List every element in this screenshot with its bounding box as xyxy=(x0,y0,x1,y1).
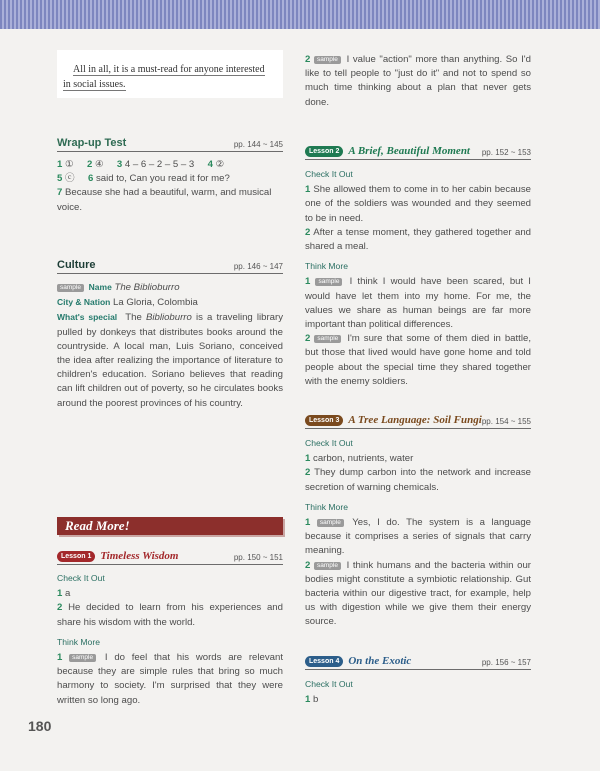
page-number: 180 xyxy=(28,718,52,734)
city-value: La Gloria, Colombia xyxy=(113,297,198,309)
lesson4-header xyxy=(305,654,531,670)
lesson1-title: Timeless Wisdom xyxy=(100,550,179,562)
lesson4-pages: pp. 156 ~ 157 xyxy=(481,658,531,667)
lesson4-title: On the Exotic xyxy=(348,655,412,667)
lesson3-badge: Lesson 3 xyxy=(305,415,343,426)
top-decorative-stripe xyxy=(0,0,600,29)
lesson2-body: Check It Out 1 She allowed them to come in to her cabin because one of the soldiers was wounded and they seemed to be in need. 2 After a tense moment, they gathered together and shared a meal. Think More 1 sample I think I would have been scared, but I would have let them into my home. For me, the values we share as human beings are far more important than political differences. 2 sample I'm sure that some of them died in battle, but those that lived would have gone home and told people about the special time they shared together with the enemy soldiers. xyxy=(305,169,531,387)
culture-body: sample Name The Biblioburro City & Nation La Gloria, Colombia What's special The Biblioburro is a traveling library pulled by donkeys that distributes books around the countryside. A local man, Luis Soriano, conceived the idea after realizing the importance of literature to children's education. Soriano believes that reading can lift children out of poverty, so he circulates books around the poorest provinces of his country. xyxy=(57,282,283,409)
think-more-label: Think More xyxy=(305,501,348,512)
wrapup-row-2: 5 ⓒ 6 said to, Can you read it for me? xyxy=(57,173,230,185)
think-more-label: Think More xyxy=(305,261,348,272)
wrapup-header xyxy=(57,136,283,152)
sample-tag: sample xyxy=(314,562,341,570)
sample-tag: sample xyxy=(314,335,341,343)
city-label: City & Nation xyxy=(57,297,111,308)
right-intro: 2 sample I value "action" more than anything. So I'd like to tell people to "just do it" and not to spend so much time thinking about a plan that never gets done. xyxy=(305,54,531,108)
lesson1-body: Check It Out 1 a 2 He decided to learn from his experiences and share his wisdom with the world. Think More 1 sample I do feel that his words are relevant because they are simple rules that bring so much harmony to society. I'm surprised that they were written so long ago. xyxy=(57,573,283,706)
sample-tag: sample xyxy=(315,278,342,286)
lesson1-header xyxy=(57,549,283,565)
think-more-label: Think More xyxy=(57,636,100,647)
lesson2-header xyxy=(305,144,531,160)
check-it-out-label: Check It Out xyxy=(57,573,105,583)
wrapup-pages: pp. 144 ~ 145 xyxy=(233,140,283,149)
lesson3-pages: pp. 154 ~ 155 xyxy=(481,417,531,426)
quote-line-1: All in all, it is a must-read for anyone interested xyxy=(73,64,265,75)
special-label: What's special xyxy=(57,312,118,323)
culture-title: Culture xyxy=(57,259,96,271)
check-it-out-label: Check It Out xyxy=(305,169,353,179)
check-it-out-label: Check It Out xyxy=(305,438,353,448)
lesson3-header xyxy=(305,413,531,429)
name-value: The Biblioburro xyxy=(114,282,180,293)
quote-line-2: in social issues. xyxy=(63,79,126,90)
lesson1-badge: Lesson 1 xyxy=(57,551,95,562)
check-it-out-label: Check It Out xyxy=(305,679,353,689)
lesson1-pages: pp. 150 ~ 151 xyxy=(233,553,283,562)
wrapup-row-3: 7 Because she had a beautiful, warm, and musical voice. xyxy=(57,187,272,213)
quote-box xyxy=(57,50,283,98)
sample-tag: sample xyxy=(314,56,341,64)
name-label: Name xyxy=(88,282,112,292)
sample-tag: sample xyxy=(57,284,84,292)
culture-pages: pp. 146 ~ 147 xyxy=(233,262,283,271)
lesson3-body: Check It Out 1 carbon, nutrients, water 2 They dump carbon into the network and increase secretion of warning chemicals. Think More 1 sample Yes, I do. The system is a language because it comprises a series of signals that carry meaning. 2 sample I think humans and the bacteria within our bodies might constitute a symbiotic relationship. Gut bacteria within our digestive tract, for example, help us with digestion while we give them their energy source. xyxy=(305,438,531,628)
wrapup-row-1: 1 ① 2 ④ 3 4 – 6 – 2 – 5 – 3 4 ② xyxy=(57,159,225,170)
lesson2-pages: pp. 152 ~ 153 xyxy=(481,148,531,157)
culture-header xyxy=(57,258,283,274)
lesson2-badge: Lesson 2 xyxy=(305,146,343,157)
wrapup-title: Wrap-up Test xyxy=(57,137,127,149)
lesson3-title: A Tree Language: Soil Fungi xyxy=(348,414,482,426)
sample-tag: sample xyxy=(317,519,344,527)
read-more-banner: Read More! xyxy=(57,517,283,535)
lesson4-body: Check It Out 1 b xyxy=(305,677,531,707)
sample-tag: sample xyxy=(69,654,96,662)
lesson2-title: A Brief, Beautiful Moment xyxy=(348,145,470,157)
wrapup-answers xyxy=(57,158,283,215)
special-text: is a traveling library pulled by donkeys that distributes books around the countryside. A local man, Luis Soriano, conceived the idea after realizing the importance of literature to children's education. Soriano believes that reading can lift children out of poverty, so he circulates books around the poorest provinces of his country. xyxy=(57,312,283,409)
lesson4-badge: Lesson 4 xyxy=(305,656,343,667)
